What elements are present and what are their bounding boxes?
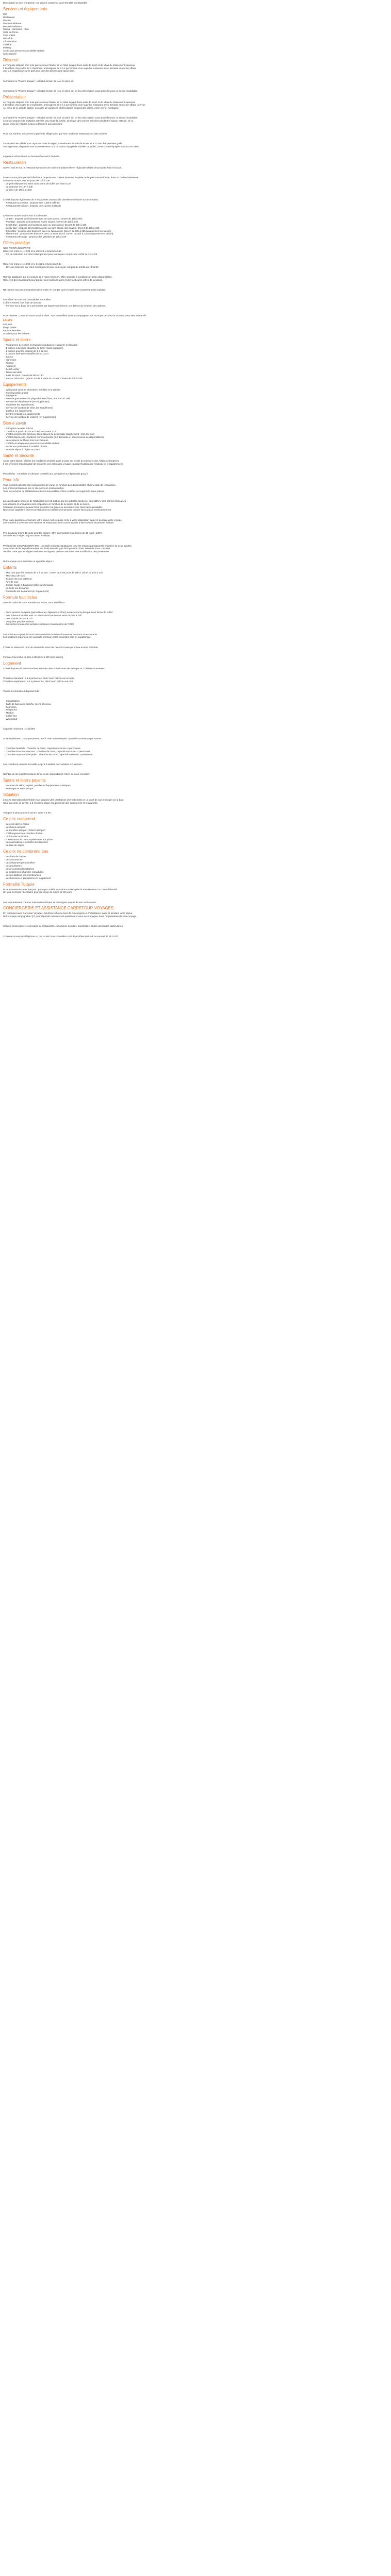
sports-line: - Tennis de table: [3, 370, 22, 374]
sante-title: Santé et Sécurité: [3, 453, 34, 458]
ne-prix-line: - Les excursions facultatives: [3, 867, 35, 870]
sports-line: - Beach volley: [3, 367, 20, 370]
pour-info-title: Pour info: [3, 477, 20, 482]
formalite-line: Pour les ressortissants français : passeport valide au moins 6 mois après la date de retour ou carte d'identité.: [3, 888, 118, 891]
formule-line: Formule tout inclus de 12h à 23h (12h à 22h hors saison).: [3, 655, 64, 658]
ce-prix-line: - L'assistance de notre représentant sur place: [3, 838, 53, 841]
equipements-line: - Coiffeur (en supplément): [3, 409, 32, 412]
logement-line: Les chambres peuvent accueillir jusqu'à 3 adultes ou 2 adultes et 2 enfants.: [3, 763, 83, 766]
services-item: Piscine extérieure: [3, 25, 22, 28]
equipements-line: - Bagagerie: [3, 394, 17, 397]
pour-info-line: Le solde est à régler 30 jours avant le départ.: [3, 534, 51, 537]
situation-section: [3, 792, 388, 815]
formule-section: [3, 595, 388, 659]
sports-line: - Salle de sport. Ouvert de 08h à 19h.: [3, 374, 44, 377]
pour-info-line: [3, 556, 388, 558]
top-note: Description Ce prix comprend ; Ce prix ne comprend pas Formalité Consignable: [3, 2, 87, 4]
pour-info-line: Certaines prestations peuvent être payantes sur place ou nécessiter une réservation préalable.: [3, 505, 103, 509]
pour-info-line: Notre équipe vous souhaite un agréable séjour !: [3, 560, 54, 563]
pour-info-line: Pour toute question concernant votre séjour, notre équipe reste à votre disposition avant et pendant votre voyage.: [3, 518, 123, 521]
pour-info-line: Tous les services de l'établissement sont susceptibles d'être modifiés ou supprimés sans préavis.: [3, 489, 105, 493]
formule-line: - Des boissons locales avec ou sans alcool servies au verre de 10h à 23h: [3, 614, 82, 617]
equipements-line: - Centre médical (en supplément): [3, 412, 40, 415]
bien-avoir-line: - L'hôtel accueille les animaux domestiques de petite taille (supplément : 15€ par nuit): [3, 433, 94, 436]
restauration-line: - Le dîner de 19h à 21h30: [3, 189, 32, 192]
services-list: [3, 13, 388, 56]
restauration-line: L'hôtel dispose également de 2 restaurants ouverts à la clientèle extérieure sur réservation.: [3, 198, 99, 201]
bien-avoir-line: - L'hôtel dispose de chambres communicantes (sur demande et sous réserve de disponibilités): [3, 436, 104, 439]
formalite-line: Un visa n'est pas nécessaire pour un séjour de moins de 90 jours.: [3, 891, 73, 894]
offres-line: Les offres ne sont pas cumulables entre elles.: [3, 298, 52, 301]
logement-line: - Minibar: [3, 711, 14, 715]
sports-sub-line: - Location de vélos, kayaks, paddles et équipements nautiques: [3, 784, 71, 787]
pour-info-section: [3, 478, 388, 564]
pour-info-line: Les horaires d'ouverture des services et restaurants sont communiqués à titre indicatif et peuvent évoluer.: [3, 521, 115, 524]
presentation-line: [3, 128, 388, 130]
loisirs-line: Plage privée: [3, 326, 17, 329]
page: [0, 0, 391, 938]
logement-line: [3, 769, 388, 771]
logement-line: - Salle de bain avec douche, sèche-cheveux: [3, 702, 51, 705]
logement-line: L'hôtel dispose de 300 chambres réparties dans 5 bâtiments de 4 étages et 2 bâtiments annexes.: [3, 667, 106, 670]
formule-line: Dans le cadre de notre formule tout inclus, vous bénéficiez :: [3, 601, 66, 604]
logement-line: [3, 759, 388, 761]
sports-line: - 1 piscine intérieure chauffée de 4 x 12 m: [3, 352, 49, 355]
offres-line: [3, 284, 388, 286]
ne-prix-line: - Les boissons et prestations en supplément: [3, 876, 51, 879]
resume-line: une vue magnifique sur le golf ainsi que des dimensions spacieuses.: [3, 70, 75, 73]
presentation-section: [3, 95, 388, 159]
offres-line: Réservez entre le 1/12/24 et le 28/2/25 et bénéficiez de :: [3, 250, 63, 253]
conciergerie-line: En réservant avec Carrefour Voyages, bénéficiez d'un service de conciergerie et d'assistance avant et pendant votre séjour.: [3, 912, 133, 915]
ce-prix-section: [3, 817, 388, 847]
pour-info-line: [3, 540, 388, 542]
equipements-line: - Service de blanchisserie (en supplément): [3, 400, 50, 403]
resume-line: Surnommé le "Riviera basque", véritable terrain de jeux en plein air.: [3, 79, 74, 82]
presentation-line: grand choix de villages locaux à découvrir aux alentours.: [3, 123, 63, 126]
sports-sub-section: [3, 778, 388, 790]
conciergerie-line: Contactez-nous par téléphone ou par e-mail. Nos conseillers sont disponibles du lundi au samedi de 9h à 20h.: [3, 935, 119, 938]
restauration-title: Restauration: [3, 160, 26, 165]
services-item: Wifi: [3, 12, 7, 15]
sports-line: - Hammam: [3, 359, 17, 362]
equipements-line: - Service de location de vélos (en supplément): [3, 406, 54, 410]
presentation-line: Pour vos soirées, découvrez la place du village ainsi que ses nombreux restaurants et bars animés.: [3, 132, 108, 135]
logement-line: Toutes les chambres disposent de :: [3, 689, 41, 692]
restauration-line: - Disco Bar : propose des boissons avec ou sans alcool. Ouvert de 23h à 02h (uniquement en saison).: [3, 229, 112, 232]
ce-prix-line: - Les taxes aéroport: [3, 825, 26, 828]
offres-line: NB : Nous vous recommandons de prendre en compte que les tarifs sont exprimés à titre indicatif.: [3, 289, 106, 292]
pour-info-line: [3, 495, 388, 497]
bien-avoir-title: Bien à savoir: [3, 420, 27, 426]
loisirs-line: Espace bien-être: [3, 329, 21, 332]
sante-line: Il est vivement recommandé de souscrire une assurance voyage couvrant l'assistance médicale et le rapatriement.: [3, 462, 123, 465]
resume-section: [3, 58, 388, 93]
formule-title: Formule tout inclus: [3, 595, 37, 600]
equipements-title: Équipements: [3, 382, 27, 387]
enfants-line: - Aire de jeux: [3, 581, 19, 584]
equipements-line: - Navette gratuite vers la plage (horaires fixes, entre 9h et 18h): [3, 397, 71, 400]
offres-line: [3, 259, 388, 261]
restauration-line: - Restaurant de plage : propose des grillades de 12h à 16h.: [3, 235, 67, 239]
conciergerie-line: [3, 921, 388, 923]
enfants-line: - Mini club pour les enfants de 4 à 12 ans : ouvert tous les jours de 10h à 12h et de 14h à 17h: [3, 571, 103, 574]
formule-line: [3, 606, 388, 608]
sports-line: - Sauna: [3, 355, 13, 359]
enfants-line: - Espace de jeux extérieur: [3, 578, 32, 581]
ne-prix-line: - Les prestations non mentionnées: [3, 873, 41, 876]
resume-line: [3, 75, 388, 77]
enfants-section: [3, 565, 388, 592]
presentation-line: [3, 138, 388, 140]
ce-prix-line: - La formule tout inclus: [3, 835, 29, 838]
services-item: Sauna - Hammam - Spa: [3, 28, 29, 31]
offres-line: Remise appliquée sur les séjours de 7 nuits minimum. Offre soumise à conditions et selon disponibilités.: [3, 276, 112, 279]
logement-line: - Chambre standard vue mer : chambre de 25m², capacité maximum 3 personnes.: [3, 750, 91, 753]
logement-line: [3, 733, 388, 735]
formalite-line: Les ressortissants d'autres nationalités doivent se renseigner auprès de leur ambassade.: [3, 901, 97, 904]
services-item: Mini-club: [3, 37, 13, 40]
situation-line: [3, 807, 388, 809]
formalite-line: [3, 896, 388, 899]
offres-line: Réservez dès maintenant pour profiter des meilleurs tarifs et des meilleures offres de la saison.: [3, 279, 103, 282]
presentation-line: Les logements disposent tous d'une terrasse ou d'un balcon équipé de mobilier de jardin, d'une cuisine équipée et d'un coin salon.: [3, 145, 140, 148]
bien-avoir-line: - Accès aux personnes à mobilité réduite: [3, 445, 47, 448]
services-item: Climatisation: [3, 40, 17, 43]
logement-line: Chambre supérieure : 1 à 4 personnes, 30m² avec balcon vue mer.: [3, 680, 74, 683]
formule-line: - De la pension complète (petit déjeuner, déjeuner et dîner) au restaurant principal sous forme de buffet: [3, 611, 113, 614]
loisirs-line: Activités pour les enfants: [3, 332, 30, 335]
restauration-line: - Le déjeuner de 12h à 14h: [3, 185, 33, 189]
enfants-line: - Mini-disco (le soir): [3, 574, 25, 578]
formule-line: [3, 651, 388, 653]
restauration-line: - Beach Bar : propose des boissons avec ou sans alcool. Ouvert de 10h à 19h.: [3, 223, 87, 226]
presentation-line: Surnommé le "Riviera basque", véritable terrain de jeux en plein air, ce lieu d'exception vous accueille pour un séjour inoubliable: [3, 116, 138, 120]
sports-section: [3, 337, 388, 380]
sports-line: - Aquagym: [3, 365, 16, 368]
offres-section: [3, 241, 388, 317]
enfants-line: - Poussette sur demande (en supplément): [3, 589, 49, 592]
logement-line: Capacité maximum : 4 adultes: [3, 727, 35, 731]
ce-prix-title: Ce prix comprend: [3, 817, 35, 822]
sante-line: Plus d'infos : consultez la rubrique Conseils aux voyageurs sur diplomatie.gouv.fr: [3, 472, 88, 475]
services-title: Services et équipements: [3, 6, 47, 11]
restauration-line: Le bar est ouvert midi et soir à la clientèle.: [3, 214, 48, 217]
situation-line: Aéroport le plus proche à 25 km. Gare à 8 km.: [3, 811, 52, 815]
conciergerie-title: CONCIERGERIE ET ASSISTANCE CARREFOUR VOYAGES: [3, 906, 114, 911]
restauration-line: - Le petit-déjeuner est servi sous forme de buffet de 7h30 à 10h: [3, 182, 71, 185]
sports-title: Sports et loisirs: [3, 337, 31, 342]
ce-prix-line: - Les vols aller et retour: [3, 823, 29, 826]
presentation-line: Il bénéficie d'un cadre de 3 chambres, aménagées de 2 à 4 personnes, d'un superbe restaurant avec terrasse et piscine offrant une vue: [3, 104, 145, 107]
equipements-line: - Supérette (en supplément): [3, 403, 34, 406]
pour-info-line: PRÉCISION COMPLÉMENTAIRE : Les tarifs enfants s'appliquent pour les enfants partageant la chambre de deux adultes.: [3, 544, 133, 547]
conciergerie-line: [3, 930, 388, 933]
restauration-line: - Le Bar : propose des boissons avec ou sans alcool. Ouvert de 10h à 00h.: [3, 217, 83, 220]
restauration-line: - Pool Bar : propose des boissons et des snacks. Ouvert de 10h à 19h.: [3, 220, 79, 223]
logement-line: - Télévision: [3, 705, 17, 708]
logement-line: [3, 743, 388, 745]
formule-line: [3, 629, 388, 631]
restauration-line: Ouvert midi et soir, le restaurant propose une cuisine traditionnelle et régionale à base de produits frais et locaux.: [3, 166, 122, 170]
restauration-line: [3, 194, 388, 196]
logement-line: - Wifi gratuit: [3, 718, 18, 721]
logement-line: [3, 723, 388, 725]
services-item: Conciergerie: [3, 52, 17, 55]
services-item: Piscine: [3, 19, 11, 22]
logement-line: Chambre standard : 1 à 3 personnes, 25m² avec balcon ou terrasse.: [3, 676, 75, 680]
content-sections: [3, 58, 388, 938]
formule-line: [3, 641, 388, 643]
services-item: Restaurant: [3, 15, 15, 19]
offres-line: - 10% de réduction sur votre hébergement pour tout séjour compris du 1/4/25 au 14/11/25: [3, 266, 99, 269]
offres-line: [3, 310, 388, 312]
sante-line: Avant votre départ, vérifiez les conditions d'entrée dans le pays sur le site du ministère des Affaires étrangères.: [3, 459, 120, 462]
services-item: Accès aux personnes à mobilité réduite: [3, 49, 45, 52]
logement-section: [3, 661, 388, 776]
offres-line: NOS AVANTAGES PRIVÉ: [3, 247, 31, 250]
logement-line: - Chambre familiale : chambre de 38m², capacité maximum 4 personnes.: [3, 747, 81, 750]
sports-sub-line: - Massages et soins au spa: [3, 787, 34, 790]
enfants-line: - Lit bébé sur demande: [3, 586, 29, 589]
presentation-line: [3, 151, 388, 153]
restauration-line: - Lobby Bar : propose des boissons avec ou sans alcool, des snacks. Ouvert de 10h à 19h.: [3, 226, 100, 229]
restauration-line: [3, 172, 388, 174]
conciergerie-line: Notre équipe est joignable 7j/7 pour répondre à toutes vos questions et vous accompagner dans l'organisation de votre voyage.: [3, 915, 137, 918]
formule-line: - Du goûter pour les enfants: [3, 620, 34, 623]
ne-prix-section: [3, 849, 388, 879]
sports-line: - Programme de sorties et d'activités nautiques et guidées en fonction: [3, 343, 78, 346]
services-item: Piscine intérieure: [3, 22, 22, 25]
pour-info-line: Veuillez noter que les règles sanitaires en vigueur peuvent entraîner une modification des prestations.: [3, 550, 110, 553]
logement-line: Suite supérieure : 2 à 5 personnes, 45m², avec salon séparé, capacité maximum 5 personnes.: [3, 737, 102, 740]
restauration-line: Le bar est ouvert tous les jours de 10h à 23h.: [3, 179, 51, 182]
presentation-line: Le resort propose de multiples activités pour toute la famille, ainsi que des soirées animées pendant la saison estivale, et un: [3, 120, 134, 123]
situation-line: L'accès international de l'hôtel vous propose des prestations internationales et un point de vue privilégié sur la baie.: [3, 799, 124, 802]
pour-info-line: Prix Jusqu'au moins 10 jours avant le départ : 25% du montant total. Moins de 10 jours : 100%.: [3, 531, 103, 534]
ne-prix-line: - Les assurances: [3, 858, 23, 861]
pour-info-line: Tous les tarifs affichés sont susceptibles de varier en fonction des disponibilités et de la date de réservation.: [3, 483, 117, 486]
offres-title: Offres privilège: [3, 241, 30, 246]
enfants-title: Enfants: [3, 565, 17, 570]
ne-prix-title: Ce prix ne comprend pas: [3, 849, 48, 854]
situation-title: Situation: [3, 792, 19, 798]
loisirs-line: Les plus: [3, 323, 12, 326]
ne-prix-line: - Les dépenses personnelles: [3, 861, 35, 865]
restauration-line: [3, 210, 388, 212]
restauration-section: [3, 160, 388, 239]
logement-line: Nombre de lits supplémentaires limité selon disponibilités. Merci de nous consulter.: [3, 773, 90, 776]
formule-line: - Des snacks de 15h à 17h: [3, 617, 33, 620]
sante-section: [3, 453, 388, 476]
bien-avoir-line: - Les espaces de l'hôtel sont non-fumeurs: [3, 439, 48, 442]
sports-sub-title: Sports et loisirs payants: [3, 778, 46, 783]
pour-info-line: Le nombre de lits supplémentaires est limité selon le type de logement choisi. Merci de nous consulter.: [3, 547, 111, 550]
formule-line: Les boissons importées, les cocktails premium et les bouteilles sont en supplément.: [3, 636, 91, 639]
loisirs-title: Loisirs: [3, 319, 13, 323]
sports-line: - Sauna, hammam : gratuit. Accès à partir de 16 ans. Ouvert de 10h à 19h.: [3, 377, 83, 380]
situation-line: Situé au cœur de la ville, à 5 min de la plage et à proximité des commerces et restaurants.: [3, 802, 98, 805]
formule-line: - De l'accès à toutes les activités sportives et animations de l'hôtel: [3, 623, 74, 626]
restauration-line: - Restaurant La Grotte : propose une cuisine raffinée: [3, 201, 60, 205]
equipements-line: - Wifi gratuit dans les chambres, le lobby et la piscine: [3, 388, 60, 391]
sante-line: [3, 468, 388, 470]
enfants-line: - Chaise haute et baignoire bébé sur demande: [3, 583, 54, 586]
ce-prix-line: - Le transfert aéroport / hôtel / aéroport: [3, 828, 45, 832]
pour-info-line: Les photos présentées sur ce site sont non contractuelles.: [3, 486, 64, 489]
equipements-line: - Service de location de voitures (en supplément): [3, 415, 56, 418]
resume-line: Surnommé le "Riviera basque", véritable terrain de jeux en plein air, ce lieu d'exception vous accueille pour un séjour inoubliable: [3, 89, 138, 92]
ce-prix-line: - L'hébergement en chambre double: [3, 832, 43, 835]
resume-line: [3, 85, 388, 87]
ce-prix-line: - La taxe de séjour: [3, 844, 24, 847]
presentation-title: Présentation: [3, 94, 26, 99]
pour-info-line: Les activités et animations sont proposées en fonction de la saison et de la météo.: [3, 502, 90, 505]
bien-avoir-line: - Réception ouverte 24h/24: [3, 427, 33, 430]
offres-line: Réservez entre le 1/12/24 et le 31/3/25 et bénéficiez de :: [3, 263, 63, 266]
formule-line: L'hôtel se réserve le droit de refuser de servir de l'alcool à toute personne en état d'ébriété.: [3, 646, 99, 649]
conciergerie-line: Service conciergerie : réservation de restaurants, excursions, activités, transferts et toutes demandes particulières.: [3, 925, 124, 928]
ne-prix-line: - Les frais de dossier: [3, 855, 27, 858]
sports-line: - 1 piscine extérieure chauffée de 12m² (sans toboggan): [3, 346, 63, 349]
equipements-line: - Parking public gratuit: [3, 391, 28, 394]
bien-avoir-section: [3, 421, 388, 451]
presentation-line: Le Torquise dispose d'un mini-parc/avenue hôtelier et un hôtel équipé d'une salle de sport et de villas du lotissement spacieux: [3, 100, 135, 104]
offres-line: - 5% de réduction sur votre hébergement pour tout séjour compris du 1/4/25 au 14/11/25: [3, 253, 97, 256]
formalite-title: Formalité Turquie: [3, 882, 35, 887]
conciergerie-section: [3, 906, 388, 938]
bien-avoir-line: - L'hôtel est adapté aux personnes à mobilité réduite: [3, 442, 60, 445]
logement-title: Logement: [3, 660, 21, 666]
offres-line: [3, 294, 388, 296]
logement-line: - Coffre-fort: [3, 715, 17, 718]
offres-line: L'offre s'entend hors frais de dossier.: [3, 301, 42, 304]
ne-prix-line: - Le supplément chambre individuelle: [3, 870, 44, 873]
offres-line: [3, 272, 388, 274]
presentation-line: Au cœur de la grande station, un cadre de vacances et d'exception au pied des pistes, entre mer et montagne.: [3, 107, 119, 110]
services-item: Club enfant: [3, 34, 15, 37]
services-item: Lit bébé: [3, 43, 12, 46]
services-item: Salle de forme: [3, 31, 19, 34]
services-item: Parking: [3, 46, 11, 49]
logement-line: [3, 685, 388, 687]
bien-avoir-line: - Check-in à partir de 15h et check-out avant 12h: [3, 430, 56, 433]
offres-line: Pour réserver, contactez notre service client : Nos conseillers vous accompagnent. Un acompte de 25% du montant vous sera demandé.: [3, 314, 147, 317]
logement-line: [3, 695, 388, 697]
presentation-line: Logement informations au bureau d'accueil à l'arrivée.: [3, 155, 60, 158]
offres-line: - Remise sur la base de 2 personnes par logement minimum, en dehors du forfait et des options.: [3, 304, 106, 308]
bien-avoir-line: - Taxe de séjour à régler sur place: [3, 448, 40, 451]
logement-line: [3, 672, 388, 674]
pour-info-line: Nous vous rappelons que les prestations non utilisées ne peuvent donner lieu à aucun remboursement.: [3, 509, 112, 512]
restauration-line: - Restaurant Erratique : propose une cuisine d'altitude: [3, 204, 61, 207]
pour-info-line: [3, 514, 388, 516]
loisirs-section: [3, 319, 388, 335]
ce-prix-line: - Les animations et activités mentionnées: [3, 841, 48, 844]
pour-info-line: [3, 527, 388, 529]
equipements-section: [3, 382, 388, 419]
ne-prix-line: - Les pourboires: [3, 865, 22, 867]
restauration-line: - Theatre Bar : propose des boissons avec ou sans alcool. Ouvert de 20h à 23h (uniquement en saison).: [3, 232, 114, 235]
restauration-line: Le restaurant principal de l'hôtel vous propose une cuisine inventive inspirée de la gastronomie locale, dans un cadre chaleureux.: [3, 176, 139, 179]
resume-line: Il bénéficie d'un cadre de 3 chambres, aménagées de 2 à 4 personnes, d'un superbe restaurant avec terrasse et piscine offrant: [3, 66, 137, 70]
logement-line: - Climatisation: [3, 699, 20, 702]
sports-line: - 1 piscine pour les enfants de 1 à 12 ans: [3, 349, 48, 352]
pour-info-line: La classification officielle de l'établissement est établie par les autorités locales et peut différer des normes françaises.: [3, 499, 127, 502]
resume-title: Résumé: [3, 57, 19, 62]
resume-line: Le Torquise dispose d'un mini-parc/avenue hôtelier et un hôtel équipé d'une salle de sport et de villas du lotissement spacieux: [3, 63, 135, 66]
presentation-line: [3, 112, 388, 114]
logement-line: - Téléphone: [3, 708, 17, 711]
formalite-section: [3, 882, 388, 904]
presentation-line: La situation est idéale pour rayonner dans la région, à seulement 15 min de la mer et à 10 min des premiers golfs.: [3, 142, 123, 145]
sports-line: - Fitness: [3, 362, 14, 365]
logement-line: - Chambre standard côté jardin : chambre de 25m², capacité maximum 3 personnes.: [3, 753, 93, 756]
formule-line: Les boissons et produits sont servis selon les horaires d'ouverture des bars et restaurants.: [3, 633, 98, 636]
